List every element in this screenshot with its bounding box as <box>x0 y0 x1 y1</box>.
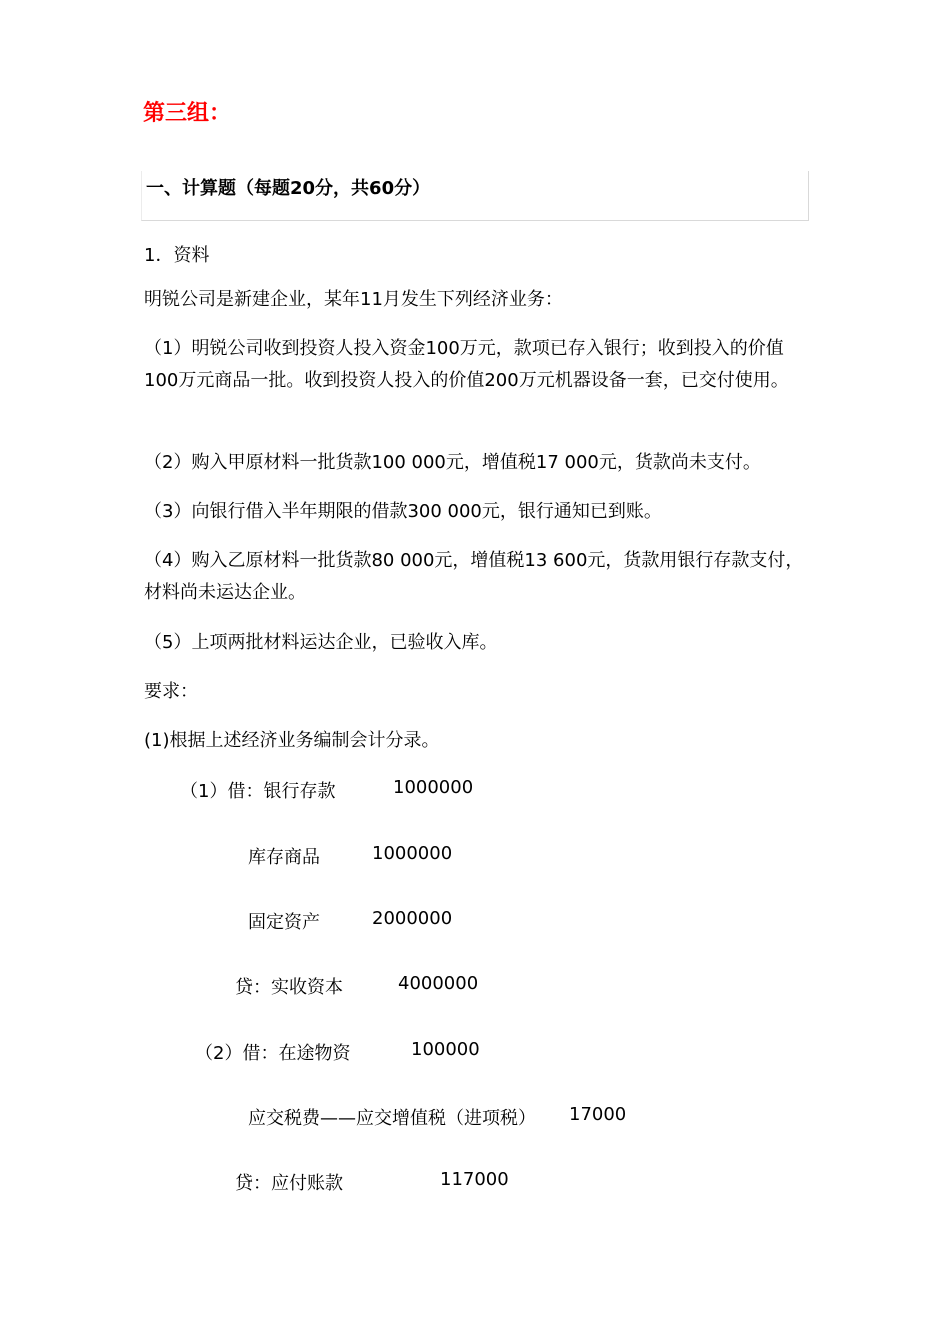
group-heading: 第三组： <box>143 101 232 126</box>
entry-amount: 100000 <box>411 1039 480 1060</box>
entry-amount: 1000000 <box>372 843 453 864</box>
entry-label: （2）借：在途物资 <box>195 1043 351 1064</box>
transaction-1: （1）明锐公司收到投资人投入资金100万元，款项已存入银行；收到投入的价值100万元商品一批。收到投资人投入的价值200万元机器设备一套，已交付使用。 <box>144 338 789 391</box>
entry-amount: 2000000 <box>372 908 453 929</box>
entry-label: 贷：应付账款 <box>235 1173 343 1194</box>
transaction-2: （2）购入甲原材料一批货款100 000元，增值税17 000元，货款尚未支付。 <box>144 452 761 473</box>
item-label: 1．资料 <box>144 245 210 266</box>
entry-label: 库存商品 <box>248 847 320 868</box>
entry-label: 固定资产 <box>248 912 320 933</box>
entry-label: 贷：实收资本 <box>235 977 343 998</box>
transaction-4: （4）购入乙原材料一批货款80 000元，增值税13 600元，货款用银行存款支付，材料尚未运达企业。 <box>144 550 804 603</box>
entry-amount: 17000 <box>569 1104 627 1125</box>
entry-amount: 1000000 <box>393 777 474 798</box>
requirement-label: 要求： <box>144 681 198 702</box>
entry-label: （1）借：银行存款 <box>180 781 336 802</box>
entry-label: 应交税费——应交增值税（进项税） <box>248 1108 536 1129</box>
requirement-1: (1)根据上述经济业务编制会计分录。 <box>144 730 440 751</box>
entry-amount: 4000000 <box>398 973 479 994</box>
transaction-5: （5）上项两批材料运达企业，已验收入库。 <box>144 632 498 653</box>
entry-amount: 117000 <box>440 1169 509 1190</box>
intro-text: 明锐公司是新建企业，某年11月发生下列经济业务： <box>144 289 563 310</box>
transaction-3: （3）向银行借入半年期限的借款300 000元，银行通知已到账。 <box>144 501 662 522</box>
section-title: 一、计算题（每题20分，共60分） <box>146 178 431 199</box>
